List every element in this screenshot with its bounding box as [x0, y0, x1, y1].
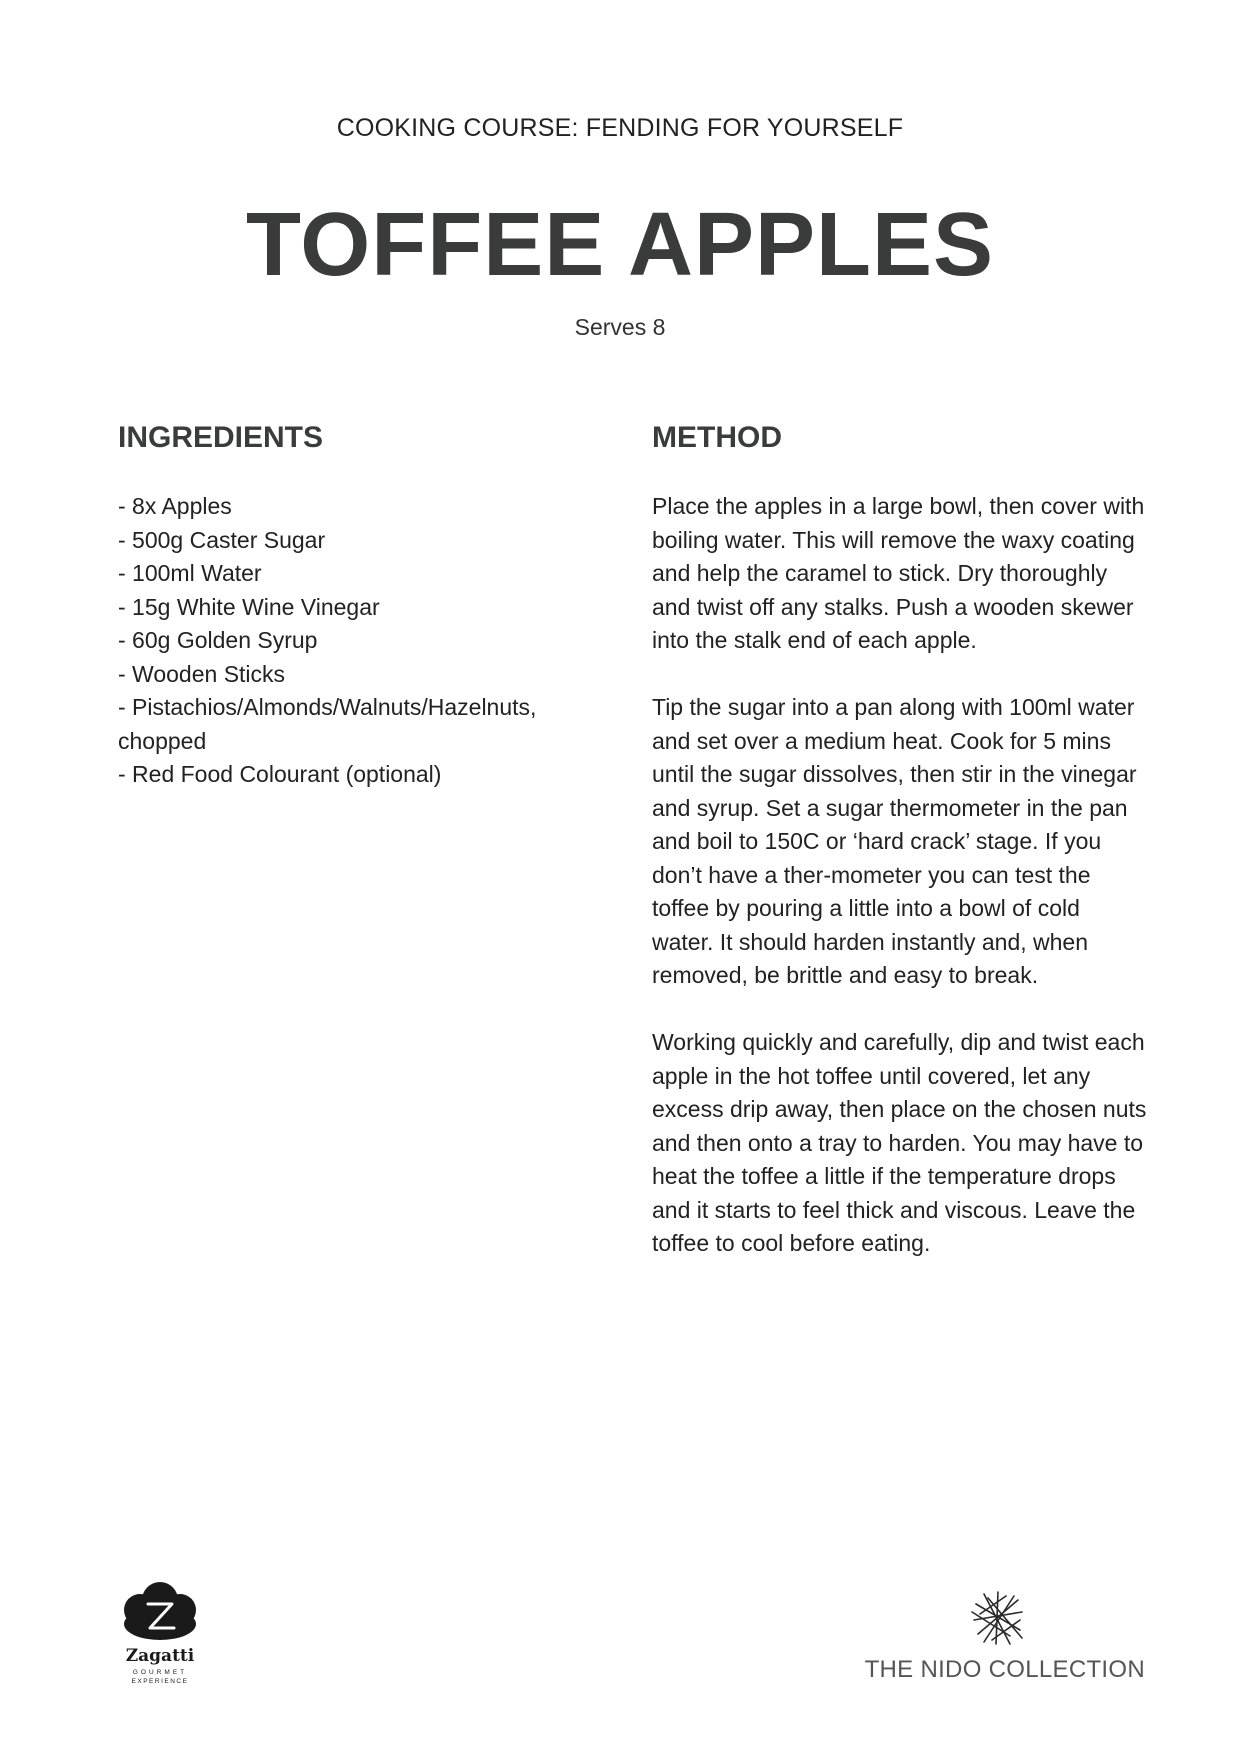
ingredient-item: - 100ml Water — [118, 560, 262, 586]
ingredient-item: - Pistachios/Almonds/Walnuts/Hazelnuts, chopped — [118, 694, 537, 754]
method-step: Place the apples in a large bowl, then cover with boiling water. This will remove the waxy coating and help the caramel to stick. Dry thoroughly and twist off any stalks. Push a wooden skewer into the stalk end of each apple. — [652, 493, 1145, 653]
ingredient-item: - Wooden Sticks — [118, 660, 286, 687]
serves-label: Serves 8 — [574, 314, 666, 340]
method-step: Working quickly and carefully, dip and twist each apple in the hot toffee until covered, let any excess drip away, then place on the chosen nuts and then onto a tray to harden. You may have to heat the toffee a little if the temperature drops and it starts to feel thick and viscous. Leave the toffee to cool before eating. — [652, 1029, 1147, 1256]
recipe-title: TOFFEE APPLES — [245, 195, 995, 295]
course-title: COOKING COURSE: FENDING FOR YOURSELF — [336, 114, 904, 142]
method-heading: METHOD — [652, 421, 782, 454]
ingredients-heading: INGREDIENTS — [118, 421, 324, 454]
brand-tagline-1: GOURMET — [132, 1669, 188, 1676]
method-text — [652, 490, 1147, 1294]
ingredients-list — [118, 490, 618, 792]
ingredient-item: - 8x Apples — [118, 493, 232, 519]
chef-hat-logo-icon — [118, 1580, 203, 1690]
nido-nest-icon — [970, 1590, 1026, 1646]
collection-name: THE NIDO COLLECTION — [864, 1656, 1145, 1683]
brand-name: Zagatti — [125, 1646, 195, 1666]
ingredient-item: - 15g White Wine Vinegar — [118, 593, 380, 620]
ingredient-item: - 60g Golden Syrup — [118, 627, 318, 653]
ingredient-item: - Red Food Colourant (optional) — [118, 761, 442, 787]
brand-tagline-2: EXPERIENCE — [131, 1678, 189, 1685]
method-step: Tip the sugar into a pan along with 100ml water and set over a medium heat. Cook for 5 mins until the sugar dissolves, then stir in the vinegar and syrup. Set a sugar thermometer in the pan and boil to 150C or ‘hard crack’ stage. If you don’t have a ther-mometer you can test the toffee by pouring a little into a bowl of cold water. It should harden instantly and, when removed, be brittle and easy to break. — [652, 694, 1137, 988]
ingredient-item: - 500g Caster Sugar — [118, 526, 326, 553]
